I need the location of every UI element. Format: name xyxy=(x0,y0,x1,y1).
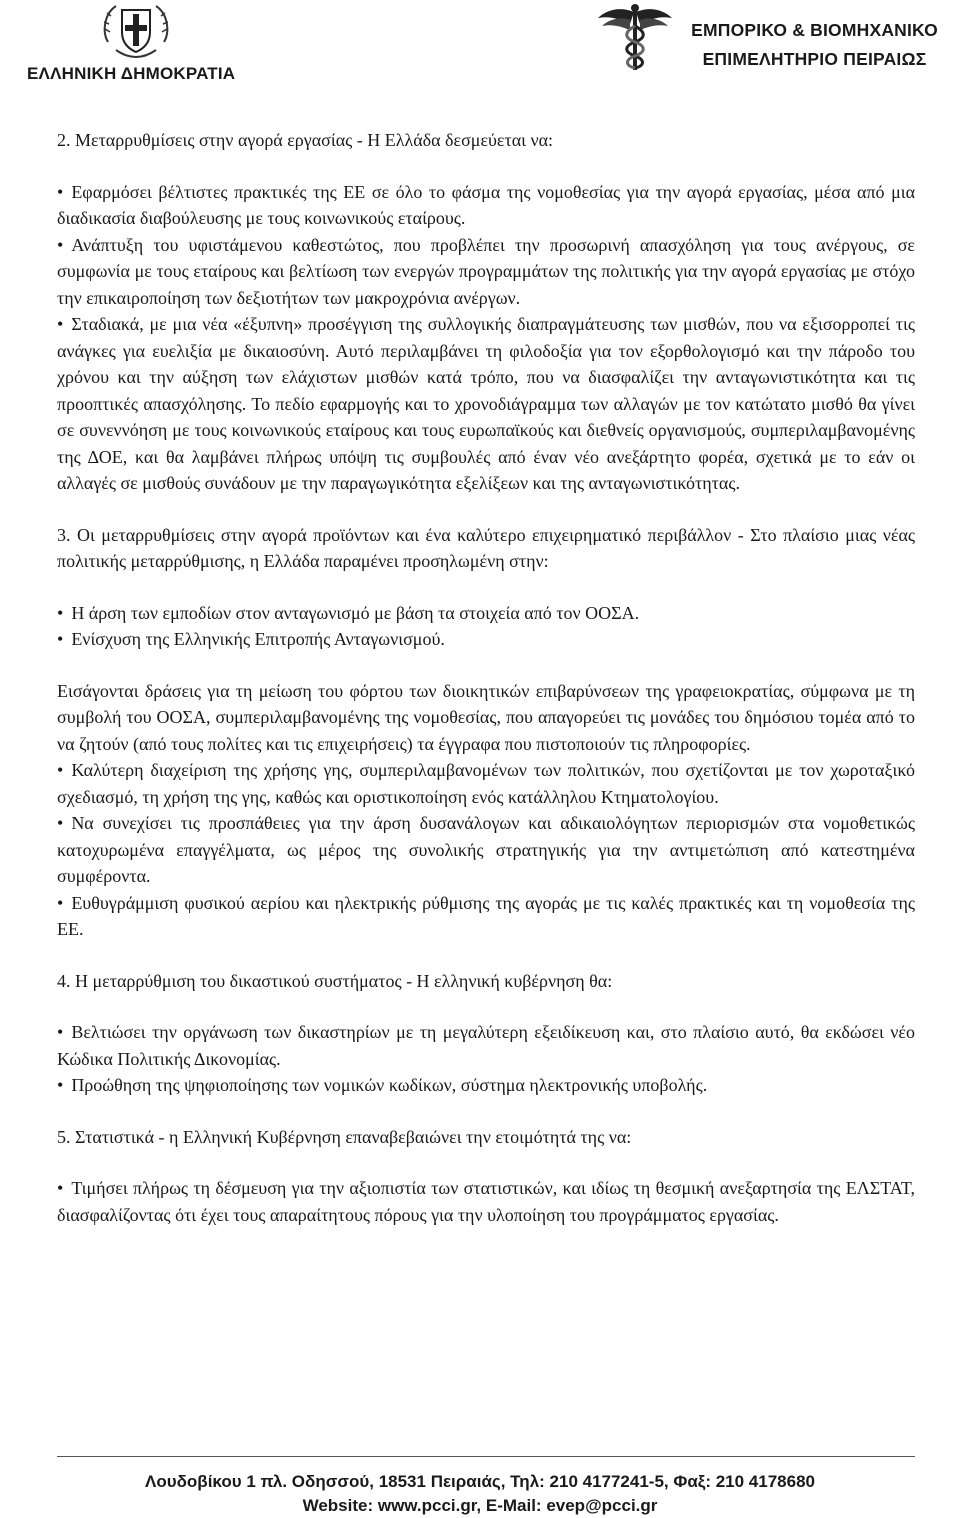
section-3-paragraph: Εισάγονται δράσεις για τη μείωση του φόρτου των διοικητικών επιβαρύνσεων της γραφειοκρατίας, σύμφωνα με τη συμβολή του ΟΟΣΑ, συμπεριλαμβανομένης της νομοθεσίας, που απαγορεύει τις μονάδες του δημόσιου τομέα από το να ζητούν (από τους πολίτες και τις επιχειρήσεις) τα έγγραφα που πιστοποιούν τις πληροφορίες. xyxy=(57,680,915,754)
chamber-title xyxy=(682,16,947,74)
page-header xyxy=(0,0,960,100)
list-item: • Εφαρμόσει βέλτιστες πρακτικές της ΕΕ σε όλο το φάσμα της νομοθεσίας για την αγορά εργασίας, μέσα από μια διαδικασία διαβούλευσης με τους κοινωνικούς εταίρους. xyxy=(57,181,915,228)
bullet-icon: • xyxy=(57,602,64,623)
bullet-icon: • xyxy=(57,1022,64,1042)
country-title: ΕΛΛΗΝΙΚΗ ΔΗΜΟΚΡΑΤΙΑ xyxy=(27,64,236,83)
chamber-title-line1: ΕΜΠΟΡΙΚΟ & ΒΙΟΜΗΧΑΝΙΚΟ xyxy=(691,20,938,40)
bullet-icon: • xyxy=(57,629,64,649)
footer-divider xyxy=(57,1456,915,1457)
list-item: • Προώθηση της ψηφιοποίησης των νομικών κωδίκων, σύστημα ηλεκτρονικής υποβολής. xyxy=(57,1075,708,1095)
bullet-icon: • xyxy=(57,1075,64,1095)
section-5-heading: 5. Στατιστικά - η Ελληνική Κυβέρνηση επαναβεβαιώνει την ετοιμότητά της να: xyxy=(57,1126,632,1147)
bullet-icon: • xyxy=(57,892,64,913)
bullet-icon: • xyxy=(57,181,64,202)
section-5-list xyxy=(57,1175,915,1228)
bullet-icon: • xyxy=(57,1178,64,1198)
section-4-list xyxy=(57,1019,915,1099)
bullet-icon: • xyxy=(57,760,64,780)
list-item: • Ευθυγράμμιση φυσικού αερίου και ηλεκτρικής ρύθμισης της αγοράς με τις καλές πρακτικές και τη νομοθεσία της ΕΕ. xyxy=(57,892,915,939)
section-3-list-b xyxy=(57,757,915,943)
list-item: • Ανάπτυξη του υφιστάμενου καθεστώτος, που προβλέπει την προσωρινή απασχόληση για τους ανέργους, σε συμφωνία με τους εταίρους και βελτίωση των ενεργών προγραμμάτων της πολιτικής για την αγορά εργασίας με στόχο την επικαιροποίηση των δεξιοτήτων των μακροχρόνια ανέργων. xyxy=(57,234,915,308)
section-3-list xyxy=(57,600,915,653)
document-body xyxy=(57,127,915,1228)
list-item: • Τιμήσει πλήρως τη δέσμευση για την αξιοπιστία των στατιστικών, και ιδίως τη θεσμική ανεξαρτησία της ΕΛΣΤΑΤ, διασφαλίζοντας ότι έχει τους απαραίτητους πόρους για την υλοποίηση του προγράμματος εργασίας. xyxy=(57,1178,915,1225)
bullet-icon: • xyxy=(57,314,64,334)
list-item: • Σταδιακά, με μια νέα «έξυπνη» προσέγγιση της συλλογικής διαπραγμάτευσης των μισθών, που να εξισορροπεί τις ανάγκες για ευελιξία με δικαιοσύνη. Αυτό περιλαμβάνει τη φιλοδοξία για τον εξορθολογισμό και την πάροδο του χρόνου και την αύξηση των ελάχιστων μισθών κατά τρόπο, που να διασφαλίζει την ανταγωνιστικότητα και τις προοπτικές απασχόλησης. Το πεδίο εφαρμογής και το χρονοδιάγραμμα των αλλαγών με τον κατώτατο μισθό θα γίνει σε συνεννόηση με τους κοινωνικούς εταίρους και τους ευρωπαϊκούς και διεθνείς οργανισμούς, συμπεριλαμβανομένης της ΔΟΕ, και θα λαμβάνει πλήρως υπόψη τις συμβουλές από έναν νέο ανεξάρτητο φορέα, σχετικά με το εάν οι αλλαγές σε μισθούς συνάδουν με την παραγωγικότητα εξελίξεων και της ανταγωνιστικότητας. xyxy=(57,314,915,493)
list-item: • Να συνεχίσει τις προσπάθειες για την άρση δυσανάλογων και αδικαιολόγητων περιορισμών στα νομοθετικώς κατοχυρωμένα επαγγέλματα, ως μέρος της συνολικής στρατηγικής για την αντιμετώπιση από κατεστημένα συμφέροντα. xyxy=(57,813,915,886)
section-2-list xyxy=(57,179,915,497)
list-item: • Η άρση των εμποδίων στον ανταγωνισμό με βάση τα στοιχεία από τον ΟΟΣΑ. xyxy=(57,602,640,623)
footer-address: Λουδοβίκου 1 πλ. Οδησσού, 18531 Πειραιάς, Τηλ: 210 4177241-5, Φαξ: 210 4178680 xyxy=(145,1472,815,1491)
section-2-heading: 2. Μεταρρυθμίσεις στην αγορά εργασίας - Η Ελλάδα δεσμεύεται να: xyxy=(57,130,554,150)
chamber-caduceus-logo-icon xyxy=(594,2,676,74)
footer-contact: Website: www.pcci.gr, E-Mail: evep@pcci.gr xyxy=(302,1496,658,1515)
greek-state-emblem-icon xyxy=(100,2,172,64)
section-4-heading: 4. Η μεταρρύθμιση του δικαστικού συστήματος - Η ελληνική κυβέρνηση θα: xyxy=(57,970,613,991)
bullet-icon: • xyxy=(57,234,64,255)
list-item: • Ενίσχυση της Ελληνικής Επιτροπής Ανταγωνισμού. xyxy=(57,629,445,649)
list-item: • Βελτιώσει την οργάνωση των δικαστηρίων με τη μεγαλύτερη εξειδίκευση και, στο πλαίσιο αυτό, θα εκδώσει νέο Κώδικα Πολιτικής Δικονομίας. xyxy=(57,1022,915,1069)
chamber-title-line2: ΕΠΙΜΕΛΗΤΗΡΙΟ ΠΕΙΡΑΙΩΣ xyxy=(702,49,927,69)
list-item: • Καλύτερη διαχείριση της χρήσης γης, συμπεριλαμβανομένων των πολιτικών, που σχετίζονται με τον χωροταξικό σχεδιασμό, τη χρήση της γης, καθώς και οριστικοποίηση ενός κατάλληλου Κτηματολογίου. xyxy=(57,760,915,807)
bullet-icon: • xyxy=(57,813,64,833)
section-3-heading: 3. Οι μεταρρυθμίσεις στην αγορά προϊόντων και ένα καλύτερο επιχειρηματικό περιβάλλον - Στο πλαίσιο μιας νέας πολιτικής μεταρρύθμισης, η Ελλάδα παραμένει προσηλωμένη στην: xyxy=(57,524,915,571)
page-footer xyxy=(0,1470,960,1518)
